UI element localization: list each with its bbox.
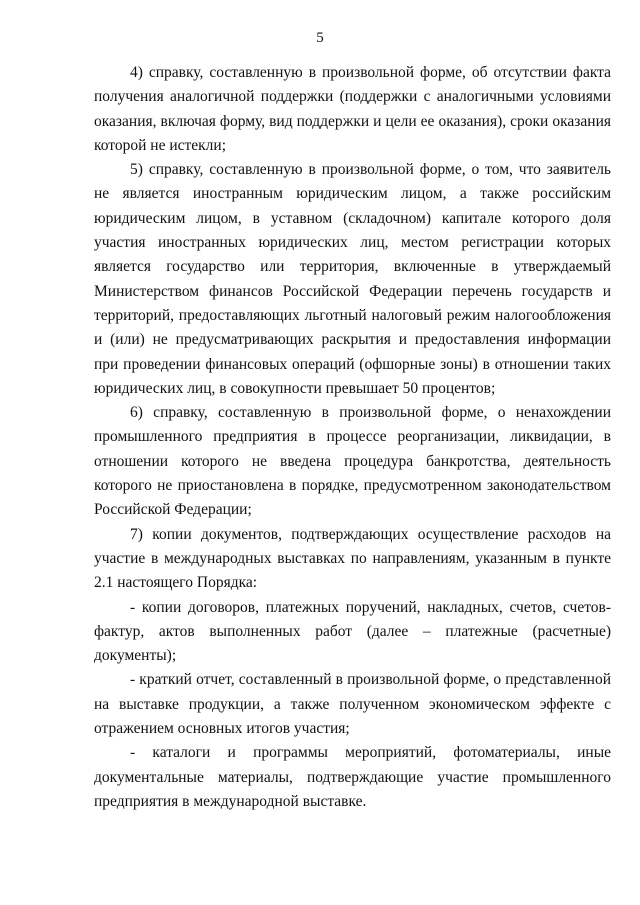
paragraph-subitem-brief-report: - краткий отчет, составленный в произвольной форме, о представленной на выставке продукции, а также полученном экономическом эффекте с отражением основных итогов участия; [94,671,611,738]
document-body [94,61,611,814]
paragraph-item-6: 6) справку, составленную в произвольной форме, о ненахождении промышленного предприятия в процессе реорганизации, ликвидации, в отношении которого не введена процедура банкротства, деятельность которого не приостановлена в порядке, предусмотренном законодательством Российской Федерации; [94,404,611,519]
paragraph-subitem-catalogs: - каталоги и программы мероприятий, фотоматериалы, иные документальные материалы, подтверждающие участие промышленного предприятия в международной выставке. [94,744,611,810]
paragraph-item-7: 7) копии документов, подтверждающих осуществление расходов на участие в международных выставках по направлениям, указанным в пункте 2.1 настоящего Порядка: [94,525,611,592]
page-number: 5 [316,30,324,46]
paragraph-item-5: 5) справку, составленную в произвольной форме, о том, что заявитель не является иностранным юридическим лицом, а также российским юридическим лицом, в уставном (складочном) капитале которого доля участия иностранных юридических лиц, местом регистрации которых является государство или территория, включенные в утверждаемый Министерством финансов Российской Федерации перечень государств и территорий, предоставляющих льготный налоговый режим налогообложения и (или) не предусматривающих раскрытия и предоставления информации при проведении финансовых операций (офшорные зоны) в отношении таких юридических лиц, в совокупности превышает 50 процентов; [94,161,611,397]
paragraph-item-4: 4) справку, составленную в произвольной форме, об отсутствии факта получения аналогичной поддержки (поддержки с аналогичными условиями оказания, включая форму, вид поддержки и цели ее оказания), сроки оказания которой не истекли; [94,64,611,154]
paragraph-subitem-payment-documents: - копии договоров, платежных поручений, накладных, счетов, счетов-фактур, актов выполненных работ (далее – платежные (расчетные) документы); [94,598,611,665]
